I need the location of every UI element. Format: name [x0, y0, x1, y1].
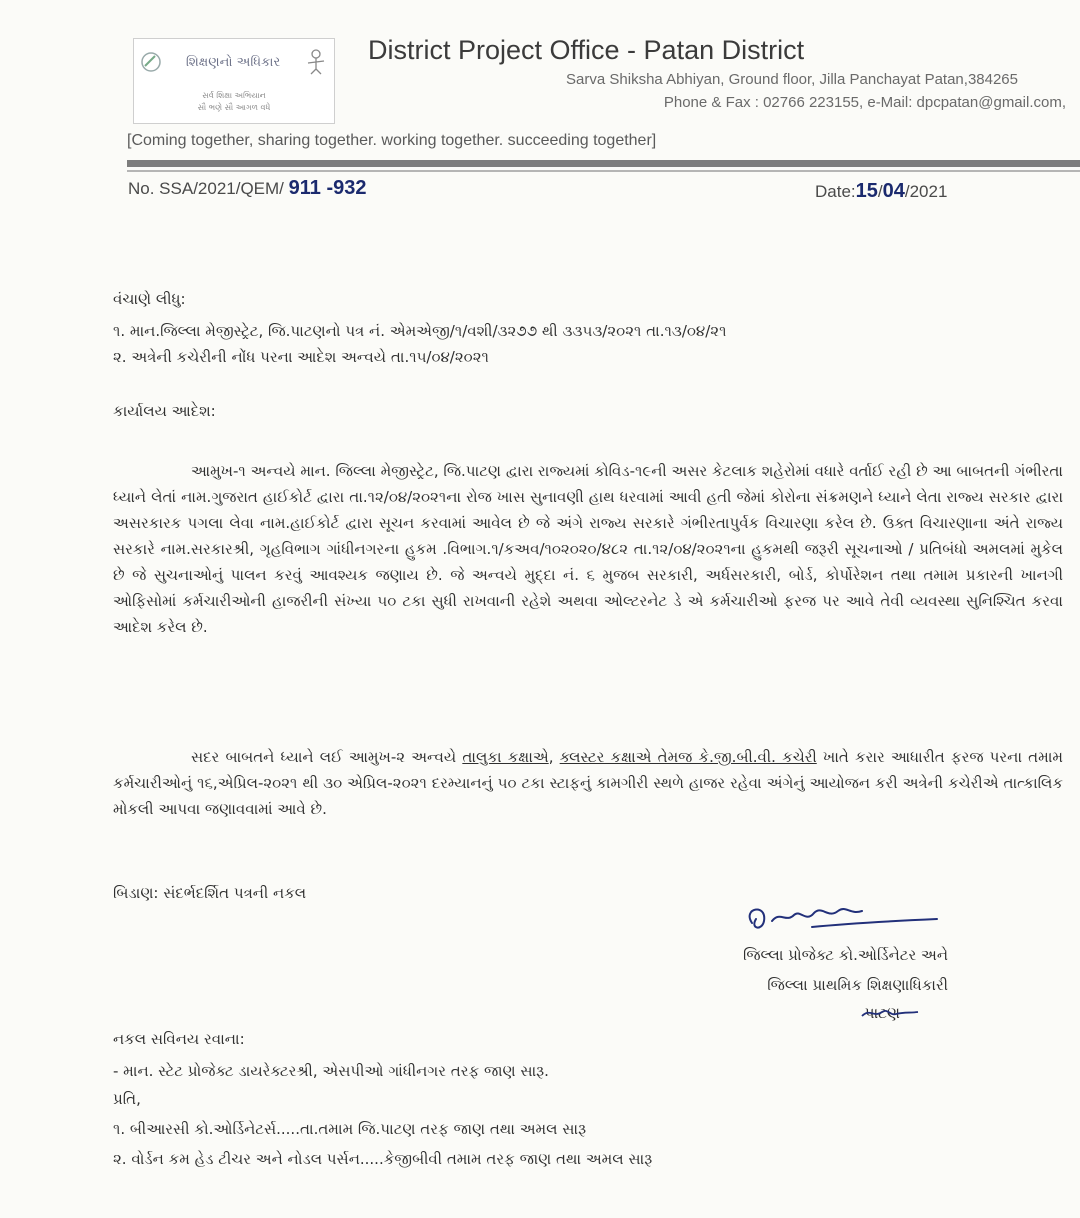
- office-contact: Phone & Fax : 02766 223155, e-Mail: dpcpatan@gmail.com,: [663, 94, 1066, 111]
- signature-scribble: [742, 893, 947, 943]
- signatory-line-1: જિલ્લા પ્રોજેક્ટ કો.ઓર્ડિનેટર અને: [742, 946, 948, 964]
- signatory-place: પાટણ: [864, 1004, 900, 1022]
- read-item-2: ૨. અત્રેની કચેરીની નોંધ પરના આદેશ અન્વયે તા.૧૫/૦૪/૨૦૨૧: [113, 348, 489, 366]
- enclosure: બિડાણ: સંદર્ભદર્શિત પત્રની નકલ: [113, 884, 307, 902]
- office-address: Sarva Shiksha Abhiyan, Ground floor, Jilla Panchayat Patan,384265: [566, 71, 1018, 88]
- tagline: [Coming together, sharing together. working together. succeeding together]: [127, 132, 657, 149]
- signatory-line-2: જિલ્લા પ્રાથમિક શિક્ષણાધિકારી: [767, 976, 948, 994]
- copy-heading: નકલ સવિનય રવાના:: [113, 1030, 245, 1048]
- order-paragraph-1: આમુખ-૧ અન્વયે માન. જિલ્લા મેજીસ્ટ્રેટ, જિ.પાટણ દ્વારા રાજ્યમાં કોવિડ-૧૯ની અસર કેટલાક શહેરોમાં વધારે વર્તાઈ રહી છે આ બાબતની ગંભીરતા ધ્યાને લેતાં નામ.ગુજરાત હાઈકોર્ટ દ્વારા તા.૧૨/૦૪/૨૦૨૧ના રોજ ખાસ સુનાવણી હાથ ધરવામાં આવી હતી જેમાં કોરોના સંક્રમણને ધ્યાને લેતા રાજ્ય સરકાર દ્વારા અસરકારક પગલા લેવા નામ.હાઈકોર્ટ દ્વારા સૂચન કરવામાં આવેલ છે જે અંગે રાજ્ય સરકારે ગંભીરતાપુર્વક વિચારણા કરેલ છે. ઉક્ત વિચારણાના અંતે રાજ્ય સરકારે નામ.સરકારશ્રી, ગૃહવિભાગ ગાંધીનગરના હુકમ .વિભાગ.૧/કઅવ/૧૦૨૦૨૦/૪૮૨ તા.૧૨/૦૪/૨૦૨૧ના હુકમથી જરૂરી સૂચનાઓ / પ્રતિબંધો અમલમાં મુકેલ છે જે સુચનાઓનું પાલન કરવું આવશ્યક જણાય છે. જે અન્વયે મુદ્દા નં. ૬ મુજબ સરકારી, અર્ધસરકારી, બોર્ડ, કોર્પોરેશન તથા તમામ પ્રકારની ખાનગી ઓફિસોમાં કર્મચારીઓની હાજરીની સંખ્યા ૫૦ ટકા સુધી રાખવાની રહેશે અથવા ઓલ્ટરનેટ ડે એ કર્મચારીઓ ફરજ પર આવે તેવી વ્યવસ્થા સુનિશ્ચિત કરવા આદેશ કરેલ છે.: [113, 462, 1063, 636]
- copy-item-1: ૧. બીઆરસી કો.ઓર્ડિનેટર્સ.....તા.તમામ જિ.પાટણ તરફ જાણ તથા અમલ સારૂ: [113, 1120, 587, 1138]
- read-item-1: ૧. માન.જિલ્લા મેજીસ્ટ્રેટ, જિ.પાટણનો પત્ર નં. એમએજી/૧/વશી/૩૨૭૭ થી ૩૩૫૩/૨૦૨૧ તા.૧૩/૦૪/૨૧: [113, 322, 727, 340]
- copy-item-2: ૨. વોર્ડન કમ હેડ ટીચર અને નોડલ પર્સન.....કેજીબીવી તમામ તરફ જાણ તથા અમલ સારૂ: [113, 1150, 653, 1168]
- office-title: District Project Office - Patan District: [368, 35, 805, 65]
- reference-number: No. SSA/2021/QEM/ 911 -932: [128, 177, 367, 199]
- header-rule: [127, 160, 1080, 167]
- copy-prati: પ્રતિ,: [113, 1090, 141, 1108]
- child-figure-icon: [304, 49, 328, 75]
- logo-subtext-1: સર્વ શિક્ષા અભિયાન: [202, 91, 266, 100]
- order-paragraph-2: સદર બાબતને ધ્યાને લઈ આમુખ-૨ અન્વયે તાલુકા કક્ષાએ, ક્લસ્ટર કક્ષાએ તેમજ કે.જી.બી.વી. કચેરી ખાતે કરાર આધારીત ફરજ પરના તમામ કર્મચારીઓનું ૧૬,એપ્રિલ-૨૦૨૧ થી ૩૦ એપ્રિલ-૨૦૨૧ દરમ્યાનનું ૫૦ ટકા સ્ટાફનું કામગીરી સ્થળે હાજર રહેવા અંગેનું આયોજન કરી અત્રેની કચેરીએ તાત્કાલિક મોકલી આપવા જણાવવામાં આવે છે.: [113, 748, 1063, 818]
- place-scribble: [860, 1006, 920, 1020]
- letter-date: Date:15/04/2021: [815, 180, 948, 202]
- logo-text: શિક્ષણનો અધિકાર: [185, 54, 281, 70]
- handwritten-number: 911 -932: [288, 177, 367, 199]
- read-heading: વંચાણે લીધુ:: [113, 290, 186, 308]
- copy-line-1: - માન. સ્ટેટ પ્રોજેક્ટ ડાયરેક્ટરશ્રી, એસપીઓ ગાંધીનગર તરફ જાણ સારૂ.: [113, 1062, 549, 1080]
- logo-subtext-2: સૌ ભણે સૌ આગળ વધે: [197, 103, 271, 112]
- pencil-icon: [140, 51, 162, 73]
- order-heading: કાર્યાલય આદેશ:: [113, 402, 216, 420]
- logo: [133, 38, 335, 124]
- header-rule-thin: [127, 170, 1080, 172]
